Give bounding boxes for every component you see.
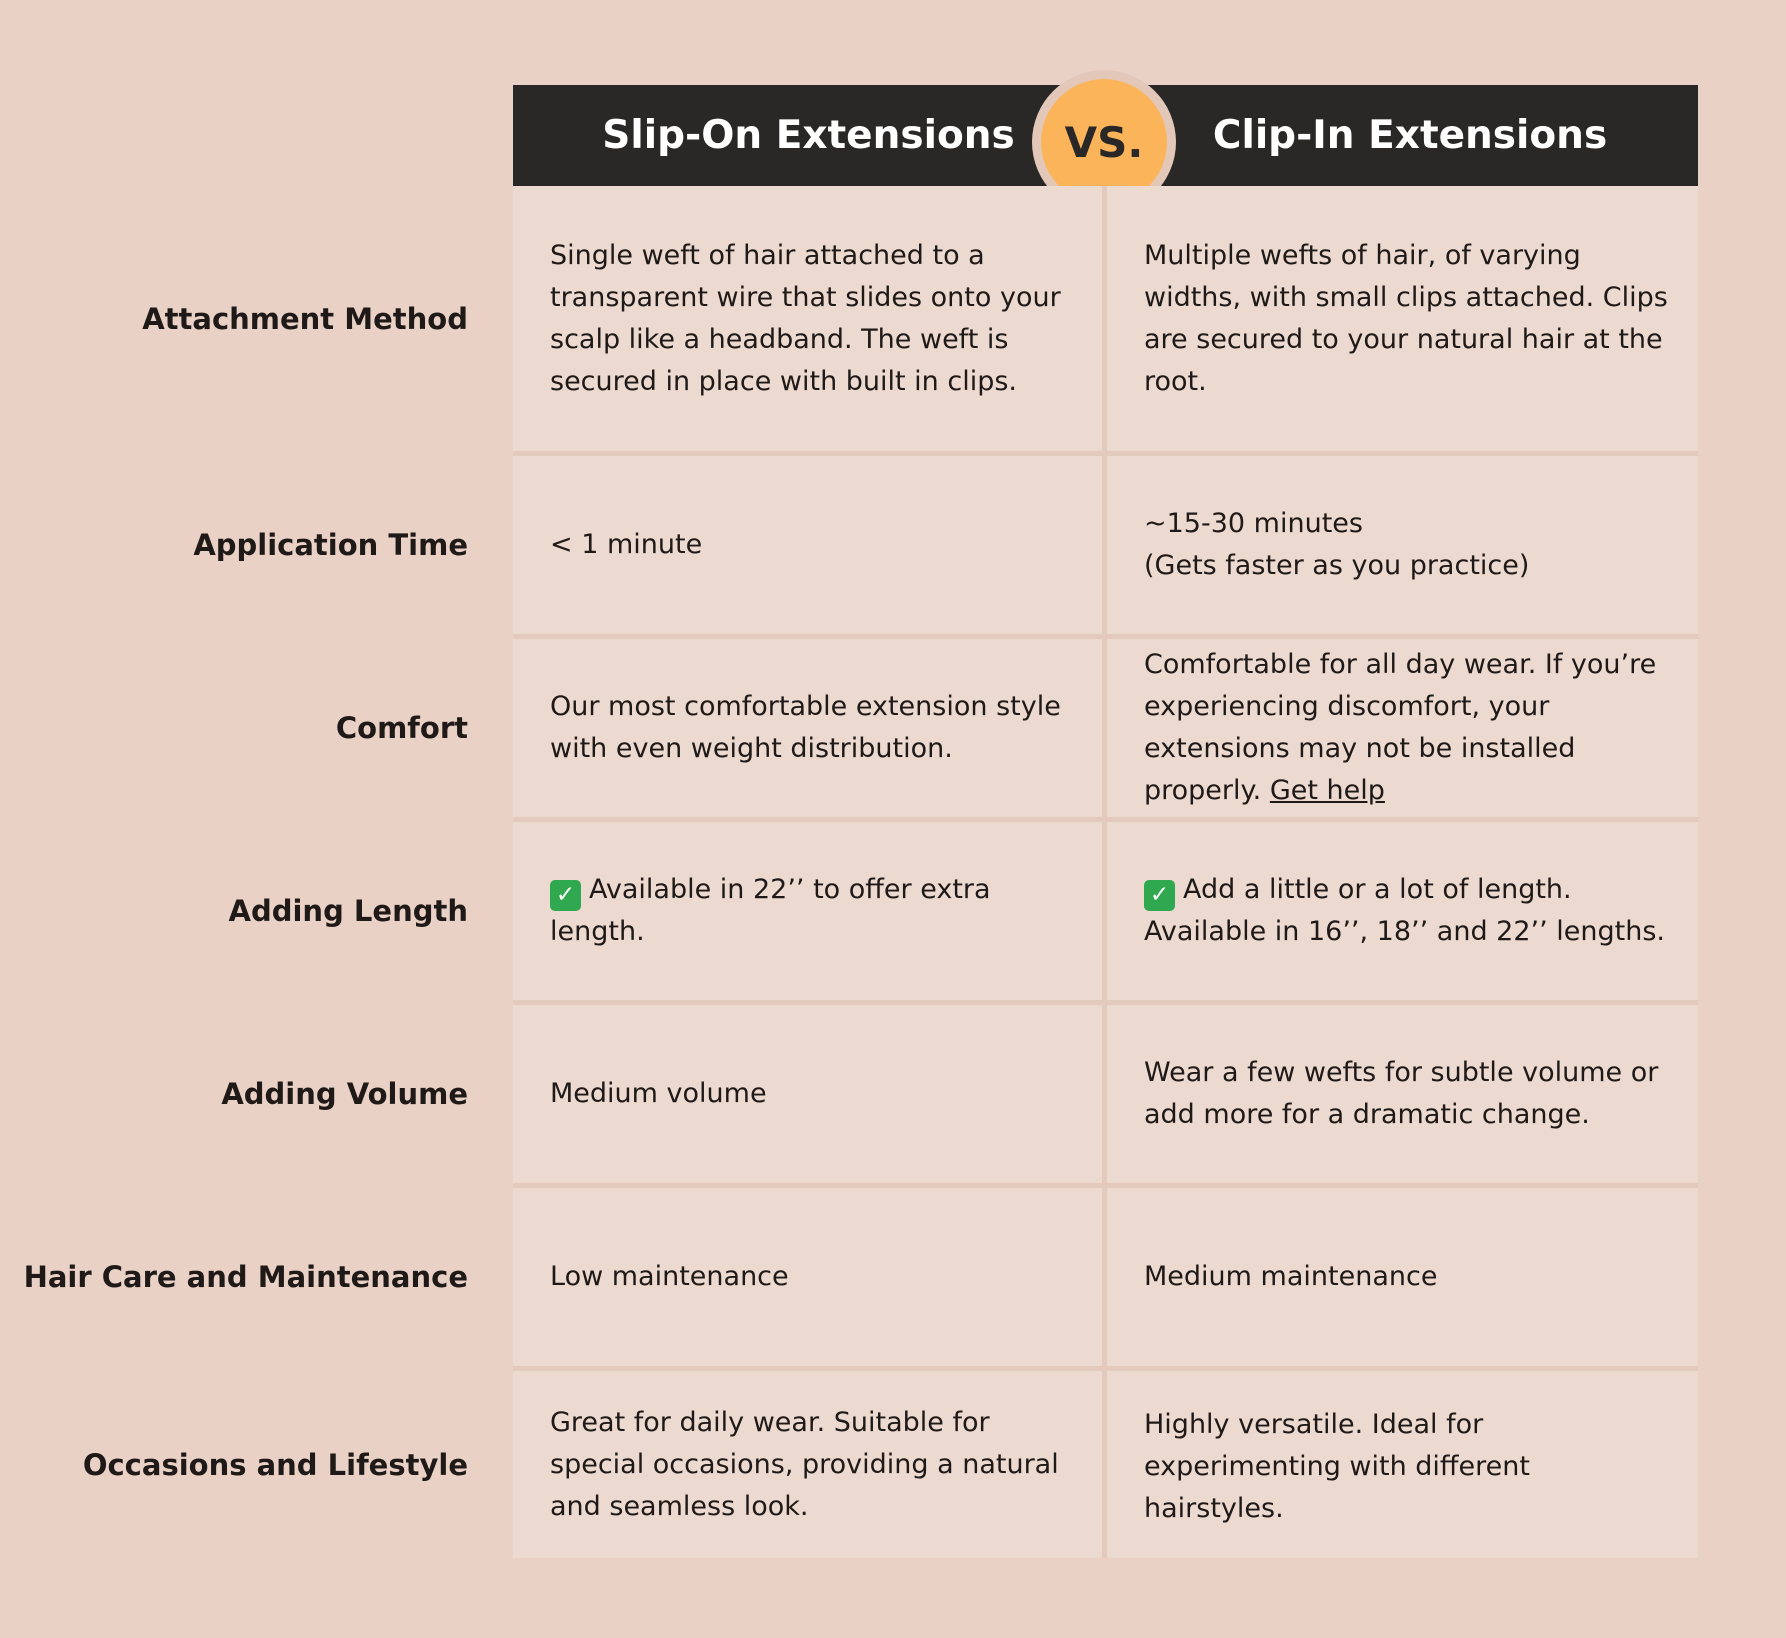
cell-text xyxy=(1144,869,1665,953)
slip-on-cell-comfort xyxy=(513,639,1102,817)
row-label-adding-length: Adding Length xyxy=(228,894,468,928)
cell-text: Medium volume xyxy=(550,1078,767,1109)
cell-line: ~15-30 minutes xyxy=(1144,508,1363,539)
clip-in-cell-application-time xyxy=(1107,456,1698,634)
row-label-comfort: Comfort xyxy=(335,711,468,745)
slip-on-column-title: Slip-On Extensions xyxy=(602,113,1015,158)
cell-text: Low maintenance xyxy=(550,1261,789,1292)
cell-text: Multiple wefts of hair, of varying widths, with small clips attached. Clips are secured to your natural hair at the root. xyxy=(1144,239,1668,397)
cell-text xyxy=(550,869,1072,953)
row-label-application-time: Application Time xyxy=(193,528,468,562)
cell-text-body: Add a little or a lot of length. xyxy=(1183,874,1572,905)
clip-in-cell-adding-length xyxy=(1107,822,1698,1000)
cell-text: < 1 minute xyxy=(550,529,703,560)
row-label-adding-volume: Adding Volume xyxy=(221,1077,468,1111)
slip-on-cell-hair-care xyxy=(513,1188,1102,1366)
clip-in-cell-adding-volume xyxy=(1107,1005,1698,1183)
check-mark-icon: ✓ xyxy=(1144,880,1175,911)
cell-text-body: Available in 22’’ to offer extra length. xyxy=(550,874,991,947)
clip-in-cell-occasions xyxy=(1107,1371,1698,1558)
cell-text-body: Comfortable for all day wear. If you’re experiencing discomfort, your extensions may not be installed properly. xyxy=(1144,649,1657,806)
slip-on-cell-attachment-method xyxy=(513,186,1102,451)
cell-text xyxy=(1144,503,1529,587)
slip-on-cell-application-time xyxy=(513,456,1102,634)
cell-line xyxy=(1144,869,1665,911)
check-mark-icon: ✓ xyxy=(550,880,581,911)
clip-in-column-title: Clip-In Extensions xyxy=(1212,113,1608,158)
cell-text: Highly versatile. Ideal for experimenting with different hairstyles. xyxy=(1144,1409,1530,1524)
row-label-attachment-method: Attachment Method xyxy=(142,301,468,336)
cell-line: (Gets faster as you practice) xyxy=(1144,550,1530,581)
get-help-link[interactable]: Get help xyxy=(1269,775,1385,806)
clip-in-cell-attachment-method xyxy=(1107,186,1698,451)
slip-on-cell-occasions xyxy=(513,1371,1102,1558)
row-label-occasions: Occasions and Lifestyle xyxy=(82,1447,468,1482)
clip-in-cell-comfort xyxy=(1107,639,1698,817)
cell-text xyxy=(1144,644,1668,812)
slip-on-cell-adding-volume xyxy=(513,1005,1102,1183)
clip-in-cell-hair-care xyxy=(1107,1188,1698,1366)
cell-text: Our most comfortable extension style with even weight distribution. xyxy=(550,691,1061,764)
cell-text: Wear a few wefts for subtle volume or add more for a dramatic change. xyxy=(1144,1057,1659,1130)
cell-text: Single weft of hair attached to a transparent wire that slides onto your scalp like a headband. The weft is secured in place with built in clips. xyxy=(550,239,1061,397)
row-label-hair-care: Hair Care and Maintenance xyxy=(23,1260,468,1294)
cell-text: Great for daily wear. Suitable for special occasions, providing a natural and seamless look. xyxy=(550,1406,1059,1522)
slip-on-cell-adding-length xyxy=(513,822,1102,1000)
vs-badge: VS. xyxy=(1041,79,1167,205)
cell-text: Medium maintenance xyxy=(1144,1261,1438,1292)
cell-line: Available in 16’’, 18’’ and 22’’ lengths. xyxy=(1144,916,1665,947)
